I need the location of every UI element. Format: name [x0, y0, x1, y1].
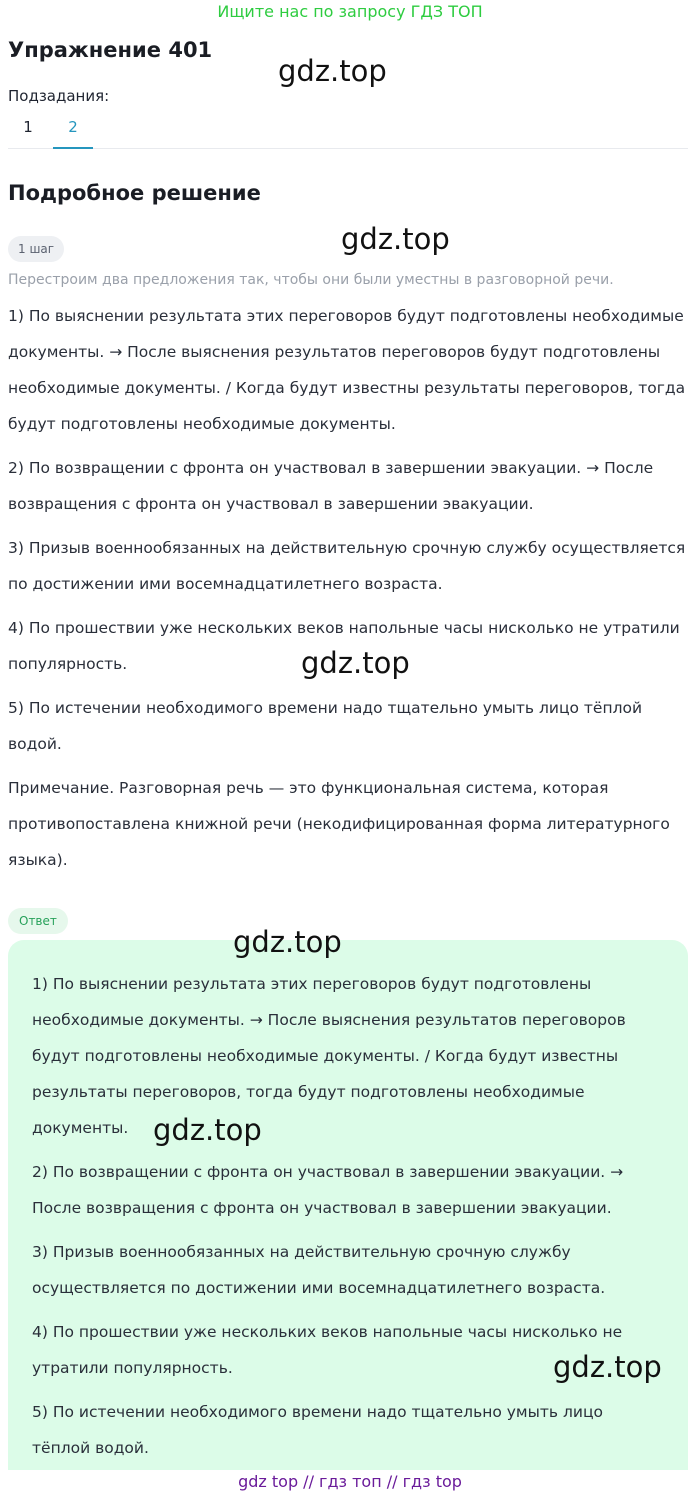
step-badge: 1 шаг: [8, 236, 64, 262]
answer-paragraph: 5) По истечении необходимого времени надо тщательно умыть лицо тёплой водой.: [32, 1403, 603, 1457]
tab-subtask-2[interactable]: 2: [53, 118, 93, 149]
answer-paragraph: 3) Призыв военнообязанных на действительную срочную службу осуществляется по достижении ими восемнадцатилетнего возраста.: [32, 1243, 606, 1297]
subtasks-label: Подзадания:: [8, 87, 110, 105]
footer-links: gdz top // гдз топ // гдз top: [238, 1472, 462, 1491]
solution-paragraph: 3) Призыв военнообязанных на действительную срочную службу осуществляется по достижении ими восемнадцатилетнего возраста.: [8, 539, 686, 593]
solution-hint: Перестроим два предложения так, чтобы они были уместны в разговорной речи.: [8, 272, 614, 288]
solution-paragraph: 1) По выяснении результата этих переговоров будут подготовлены необходимые документы. → После выяснения результатов переговоров будут подготовлены необходимые документы. / Когда будут известны результаты переговоров, тогда будут подготовлены необходимые документы.: [8, 307, 686, 433]
watermark: gdz.top: [153, 1113, 262, 1147]
solution-note: Примечание. Разговорная речь — это функциональная система, которая противопоставлена книжной речи (некодифицированная форма литературного языка).: [8, 779, 670, 869]
solution-paragraph: 4) По прошествии уже нескольких веков напольные часы нисколько не утратили популярность.: [8, 619, 680, 673]
search-banner: Ищите нас по запросу ГДЗ ТОП: [217, 2, 483, 21]
solution-paragraph: 5) По истечении необходимого времени надо тщательно умыть лицо тёплой водой.: [8, 699, 643, 753]
page-title: Упражнение 401: [8, 38, 213, 62]
subtask-tabs: [8, 112, 688, 149]
answer-paragraph: 4) По прошествии уже нескольких веков напольные часы нисколько не утратили популярность.: [32, 1323, 623, 1377]
answer-box: [8, 940, 688, 1470]
watermark: gdz.top: [278, 54, 387, 88]
watermark: gdz.top: [233, 925, 342, 959]
solution-paragraph: 2) По возвращении с фронта он участвовал в завершении эвакуации. → После возвращения с фронта он участвовал в завершении эвакуации.: [8, 459, 654, 513]
solution-text: [8, 298, 690, 886]
section-title: Подробное решение: [8, 181, 261, 205]
watermark: gdz.top: [301, 646, 410, 680]
answer-paragraph: 1) По выяснении результата этих переговоров будут подготовлены необходимые документы. → После выяснения результатов переговоров будут подготовлены необходимые документы. / Когда будут известны результаты переговоров, тогда будут подготовлены необходимые документы.: [32, 975, 626, 1137]
tab-subtask-1[interactable]: 1: [23, 118, 33, 136]
watermark: gdz.top: [553, 1350, 662, 1384]
answer-paragraph: 2) По возвращении с фронта он участвовал в завершении эвакуации. → После возвращения с фронта он участвовал в завершении эвакуации.: [32, 1163, 624, 1217]
answer-badge: Ответ: [8, 908, 68, 934]
watermark: gdz.top: [341, 222, 450, 256]
